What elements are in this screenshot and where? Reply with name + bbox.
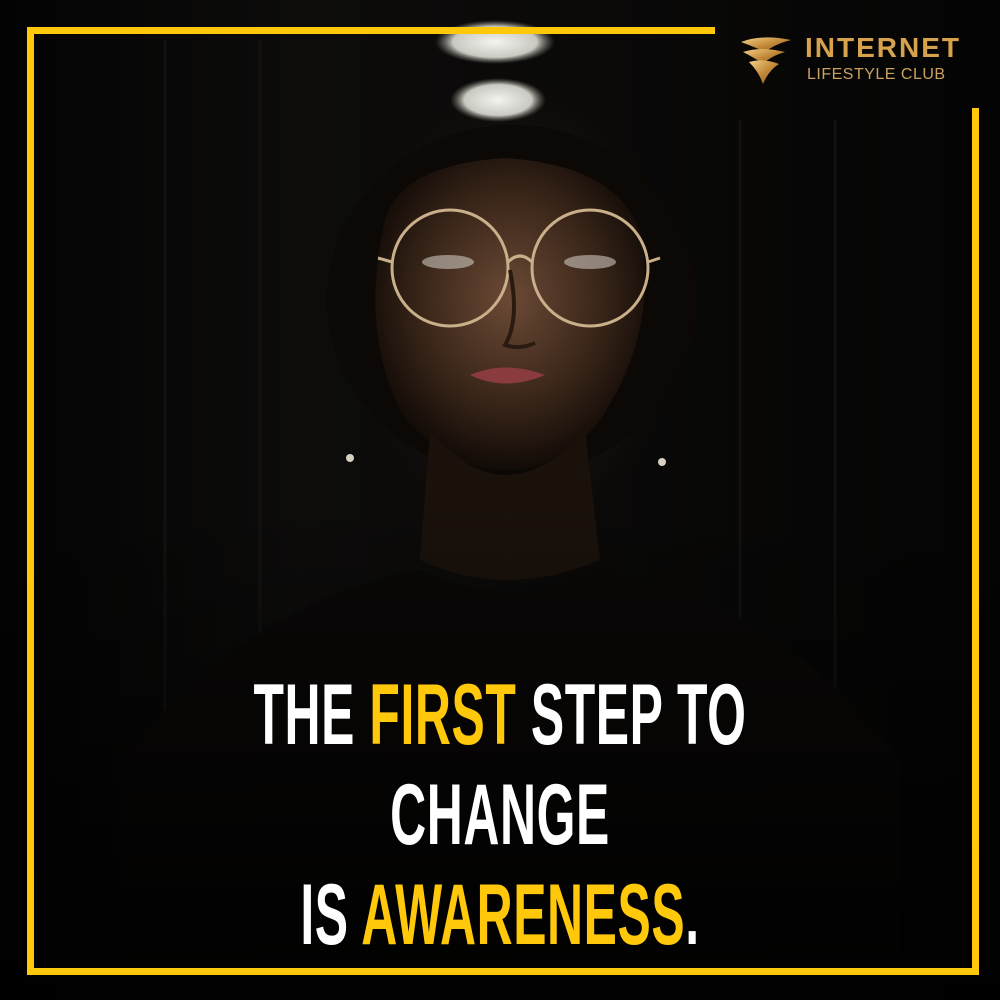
highlight-word-first: FIRST	[369, 667, 517, 763]
brand-tagline: LIFESTYLE CLUB	[807, 66, 946, 83]
frame-bottom	[27, 968, 979, 975]
frame-top	[27, 27, 715, 34]
quote-text	[0, 665, 1000, 965]
wing-emblem-icon	[735, 28, 799, 92]
highlight-word-awareness: AWARENESS	[361, 867, 686, 963]
quote-line-2: IS AWARENESS.	[300, 867, 700, 963]
ceiling-light-lower	[450, 78, 546, 122]
quote-line-1: THE FIRST STEP TO CHANGE	[253, 667, 747, 863]
brand-logo	[735, 28, 985, 92]
brand-wordmark: INTERNET	[805, 32, 961, 63]
